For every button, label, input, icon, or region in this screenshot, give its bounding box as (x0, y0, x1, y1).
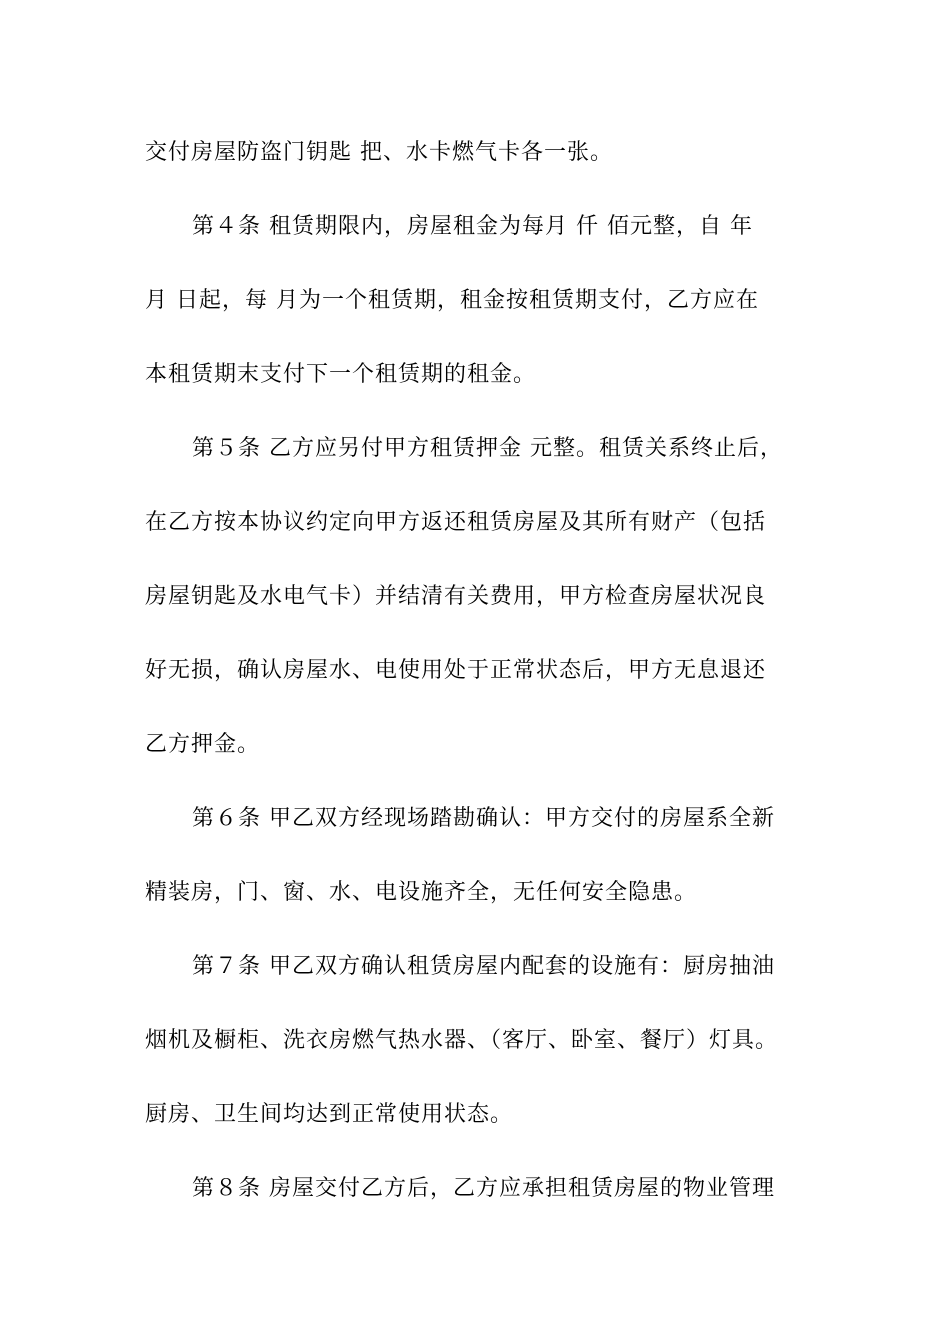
text-line: 本租赁期末支付下一个租赁期的租金。 (145, 362, 537, 387)
text-line: 精装房，门、窗、水、电设施齐全，无任何安全隐患。 (145, 880, 698, 905)
text-line: 在乙方按本协议约定向甲方返还租赁房屋及其所有财产（包括 (145, 510, 767, 535)
text-line: 月 日起，每 月为一个租赁期，租金按租赁期支付，乙方应在 (145, 288, 759, 313)
clause-4-heading-line: 第４条 租赁期限内，房屋租金为每月 仟 佰元整，自 年 (192, 214, 753, 239)
text-line: 乙方押金。 (145, 732, 261, 757)
text-line: 房屋钥匙及水电气卡）并结清有关费用，甲方检查房屋状况良 (145, 584, 767, 609)
clause-5-heading-line: 第５条 乙方应另付甲方租赁押金 元整。租赁关系终止后， (192, 436, 783, 461)
text-line: 交付房屋防盗门钥匙 把、水卡燃气卡各一张。 (145, 140, 613, 165)
text-line: 烟机及橱柜、洗衣房燃气热水器、（客厅、卧室、餐厅）灯具。 (145, 1028, 779, 1053)
text-line: 好无损，确认房屋水、电使用处于正常状态后，甲方无息退还 (145, 658, 767, 683)
text-line: 厨房、卫生间均达到正常使用状态。 (145, 1102, 514, 1127)
clause-6-heading-line: 第６条 甲乙双方经现场踏勘确认：甲方交付的房屋系全新 (192, 806, 775, 831)
clause-7-heading-line: 第７条 甲乙双方确认租赁房屋内配套的设施有：厨房抽油 (192, 954, 775, 979)
clause-8-heading-line: 第８条 房屋交付乙方后，乙方应承担租赁房屋的物业管理 (192, 1176, 775, 1201)
